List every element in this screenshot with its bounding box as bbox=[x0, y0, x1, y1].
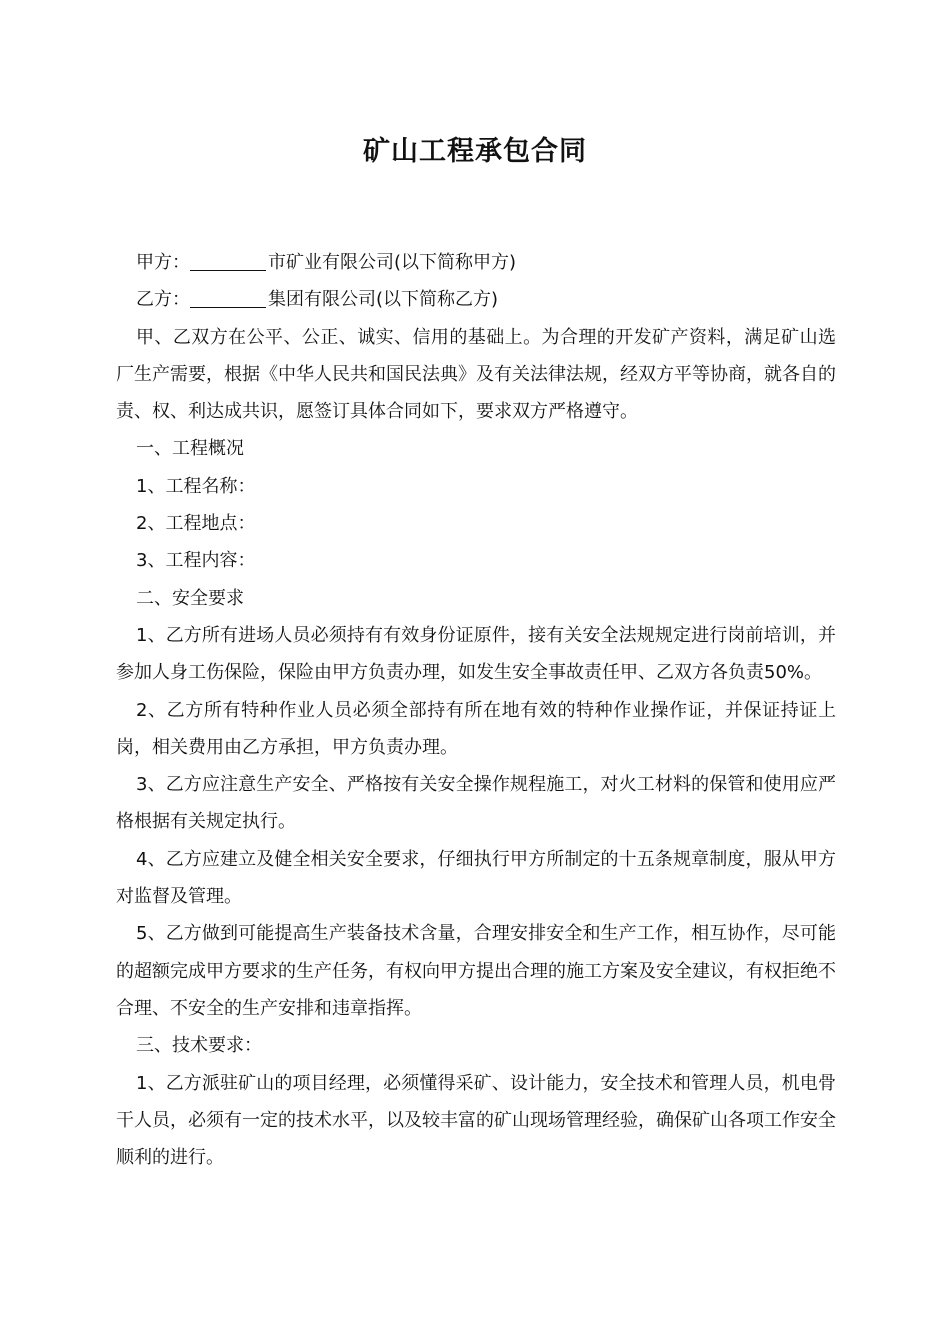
contract-body bbox=[116, 244, 836, 1176]
safety-item-1: 1、乙方所有进场人员必须持有有效身份证原件，接有关安全法规规定进行岗前培训，并参加人身工伤保险，保险由甲方负责办理，如发生安全事故责任甲、乙双方各负责50%。 bbox=[116, 624, 836, 684]
party-a-name: 市矿业有限公司(以下简称甲方) bbox=[268, 252, 517, 273]
technical-item-1: 1、乙方派驻矿山的项目经理，必须懂得采矿、设计能力，安全技术和管理人员，机电骨干人员，必须有一定的技术水平，以及较丰富的矿山现场管理经验，确保矿山各项工作安全顺利的进行。 bbox=[116, 1072, 836, 1169]
party-a-label: 甲方： bbox=[136, 252, 190, 273]
document-title: 矿山工程承包合同 bbox=[363, 136, 587, 167]
safety-item-2: 2、乙方所有特种作业人员必须全部持有所在地有效的特种作业操作证，并保证持证上岗，相关费用由乙方承担，甲方负责办理。 bbox=[116, 699, 836, 758]
section-heading-overview: 一、工程概况 bbox=[136, 438, 244, 460]
party-b-line bbox=[116, 281, 836, 318]
safety-item-3: 3、乙方应注意生产安全、严格按有关安全操作规程施工，对火工材料的保管和使用应严格根据有关规定执行。 bbox=[116, 774, 836, 833]
party-a-blank bbox=[190, 252, 266, 271]
party-b-name: 集团有限公司(以下简称乙方) bbox=[268, 289, 499, 311]
section-heading-technical: 三、技术要求： bbox=[136, 1035, 262, 1057]
section-heading-safety: 二、安全要求 bbox=[136, 587, 244, 609]
party-b-label: 乙方： bbox=[136, 289, 190, 311]
party-b-blank bbox=[190, 289, 266, 308]
safety-item-4: 4、乙方应建立及健全相关安全要求，仔细执行甲方所制定的十五条规章制度，服从甲方对监督及管理。 bbox=[116, 848, 836, 908]
project-content-item: 3、工程内容： bbox=[136, 550, 256, 572]
party-a-line bbox=[116, 244, 836, 281]
safety-item-5: 5、乙方做到可能提高生产装备技术含量，合理安排安全和生产工作，相互协作，尽可能的超额完成甲方要求的生产任务，有权向甲方提出合理的施工方案及安全建议，有权拒绝不合理、不安全的生产安排和违章指挥。 bbox=[116, 923, 836, 1019]
preamble-paragraph: 甲、乙双方在公平、公正、诚实、信用的基础上。为合理的开发矿产资料，满足矿山选厂生产需要，根据《中华人民共和国民法典》及有关法律法规，经双方平等协商，就各自的责、权、利达成共识，愿签订具体合同如下，要求双方严格遵守。 bbox=[116, 326, 836, 423]
project-location-item: 2、工程地点： bbox=[136, 513, 256, 535]
project-name-item: 1、工程名称： bbox=[136, 475, 256, 497]
